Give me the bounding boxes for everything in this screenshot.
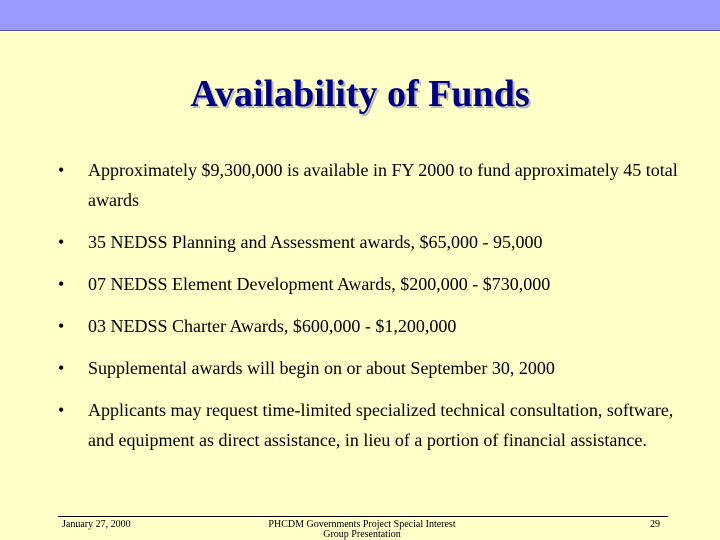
bullet-item [58, 155, 678, 215]
bullet-marker: • [58, 358, 65, 378]
bullet-item [58, 227, 678, 257]
bullet-text: 35 NEDSS Planning and Assessment awards, $65,000 - 95,000 [88, 232, 543, 252]
bullet-text: 07 NEDSS Element Development Awards, $200,000 - $730,000 [88, 274, 551, 294]
bullet-marker: • [58, 232, 65, 252]
bullet-marker: • [58, 400, 65, 420]
bullet-text: Applicants may request time-limited specialized technical consultation, software, and equipment as direct assistance, in lieu of a portion of financial assistance. [88, 400, 674, 450]
bullet-text: 03 NEDSS Charter Awards, $600,000 - $1,200,000 [88, 316, 457, 336]
bullet-list [58, 155, 678, 467]
bullet-marker: • [58, 160, 65, 180]
bullet-item [58, 353, 678, 383]
footer-date: January 27, 2000 [62, 519, 131, 530]
bullet-text: Supplemental awards will begin on or about September 30, 2000 [88, 358, 555, 378]
footer-presentation-title: PHCDM Governments Project Special Interest Group Presentation [268, 519, 456, 540]
bullet-item [58, 395, 678, 455]
page-number: 29 [650, 519, 660, 530]
bullet-item [58, 269, 678, 299]
footer-divider [58, 516, 668, 517]
slide-title: Availability of Funds [190, 73, 530, 115]
bullet-marker: • [58, 274, 65, 294]
top-bar [0, 0, 720, 31]
bullet-text: Approximately $9,300,000 is available in FY 2000 to fund approximately 45 total awards [88, 160, 678, 210]
bullet-marker: • [58, 316, 65, 336]
bullet-item [58, 311, 678, 341]
